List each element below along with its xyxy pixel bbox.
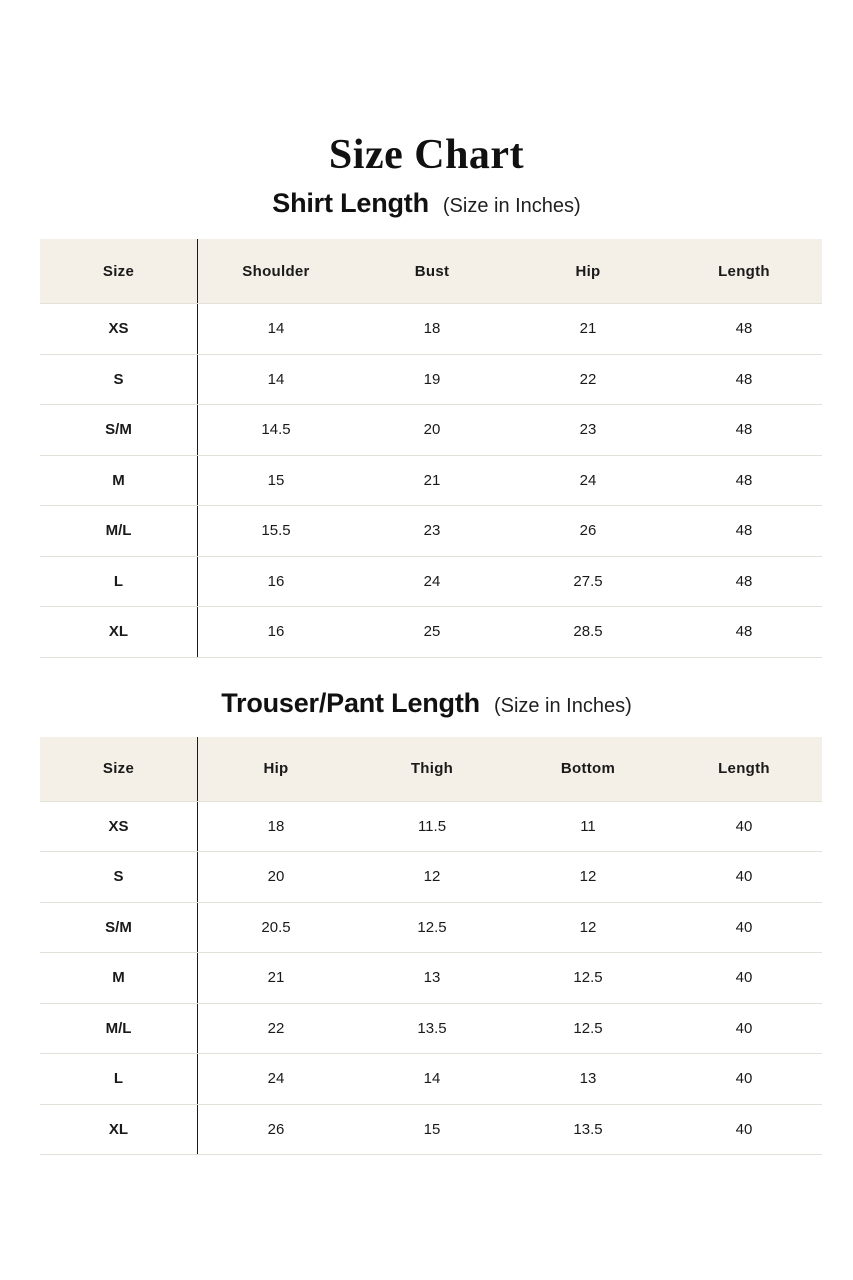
table-row <box>40 455 822 506</box>
cell-length: 48 <box>666 506 822 557</box>
cell-size: XL <box>40 607 198 658</box>
column-header-thigh: Thigh <box>354 737 510 802</box>
cell-shoulder: 15 <box>198 455 355 506</box>
table-row <box>40 556 822 607</box>
table-row <box>40 801 822 852</box>
cell-hip: 21 <box>198 953 355 1004</box>
shirt-table-body <box>40 304 822 658</box>
table-row <box>40 902 822 953</box>
cell-length: 48 <box>666 354 822 405</box>
cell-length: 48 <box>666 455 822 506</box>
cell-hip: 28.5 <box>510 607 666 658</box>
section-heading-shirt <box>40 188 813 219</box>
shirt-size-table <box>40 239 822 658</box>
table-row <box>40 607 822 658</box>
trouser-size-table <box>40 737 822 1156</box>
cell-hip: 26 <box>510 506 666 557</box>
cell-hip: 21 <box>510 304 666 355</box>
section-unit-note-trouser: (Size in Inches) <box>493 694 632 717</box>
cell-bottom: 12.5 <box>510 953 666 1004</box>
table-row <box>40 354 822 405</box>
cell-bottom: 12 <box>510 902 666 953</box>
cell-size: S <box>40 852 198 903</box>
cell-bottom: 13 <box>510 1054 666 1105</box>
table-row <box>40 1003 822 1054</box>
table-row <box>40 1054 822 1105</box>
section-title-shirt: Shirt Length <box>272 188 429 219</box>
cell-hip: 26 <box>198 1104 355 1155</box>
cell-length: 40 <box>666 953 822 1004</box>
cell-length: 48 <box>666 607 822 658</box>
cell-length: 40 <box>666 852 822 903</box>
cell-thigh: 13 <box>354 953 510 1004</box>
cell-length: 40 <box>666 801 822 852</box>
cell-hip: 18 <box>198 801 355 852</box>
trouser-table-head <box>40 737 822 802</box>
cell-hip: 23 <box>510 405 666 456</box>
cell-length: 40 <box>666 1104 822 1155</box>
table-row <box>40 1104 822 1155</box>
column-header-hip: Hip <box>510 239 666 304</box>
cell-shoulder: 16 <box>198 556 355 607</box>
section-title-trouser: Trouser/Pant Length <box>221 687 480 718</box>
cell-bust: 24 <box>354 556 510 607</box>
cell-hip: 20.5 <box>198 902 355 953</box>
cell-size: M <box>40 455 198 506</box>
cell-hip: 27.5 <box>510 556 666 607</box>
cell-size: L <box>40 556 198 607</box>
cell-size: S/M <box>40 902 198 953</box>
column-header-hip: Hip <box>198 737 355 802</box>
column-header-size: Size <box>40 239 198 304</box>
cell-shoulder: 14 <box>198 354 355 405</box>
cell-shoulder: 15.5 <box>198 506 355 557</box>
cell-hip: 22 <box>510 354 666 405</box>
cell-shoulder: 14.5 <box>198 405 355 456</box>
column-header-length: Length <box>666 737 822 802</box>
cell-hip: 24 <box>198 1054 355 1105</box>
cell-bust: 20 <box>354 405 510 456</box>
cell-size: S <box>40 354 198 405</box>
cell-shoulder: 16 <box>198 607 355 658</box>
cell-size: S/M <box>40 405 198 456</box>
cell-hip: 22 <box>198 1003 355 1054</box>
cell-thigh: 14 <box>354 1054 510 1105</box>
cell-length: 40 <box>666 1003 822 1054</box>
cell-length: 48 <box>666 304 822 355</box>
cell-bottom: 12 <box>510 852 666 903</box>
cell-size: L <box>40 1054 198 1105</box>
trouser-table-body <box>40 801 822 1155</box>
section-heading-trouser <box>40 688 813 719</box>
section-unit-note-shirt: (Size in Inches) <box>442 195 581 218</box>
column-header-length: Length <box>666 239 822 304</box>
cell-shoulder: 14 <box>198 304 355 355</box>
cell-bottom: 11 <box>510 801 666 852</box>
cell-bust: 21 <box>354 455 510 506</box>
column-header-bust: Bust <box>354 239 510 304</box>
cell-thigh: 11.5 <box>354 801 510 852</box>
cell-bottom: 13.5 <box>510 1104 666 1155</box>
shirt-table-wrapper <box>40 239 813 658</box>
cell-bottom: 12.5 <box>510 1003 666 1054</box>
cell-thigh: 12.5 <box>354 902 510 953</box>
table-row <box>40 304 822 355</box>
cell-length: 48 <box>666 556 822 607</box>
cell-hip: 24 <box>510 455 666 506</box>
cell-thigh: 12 <box>354 852 510 903</box>
cell-size: XS <box>40 304 198 355</box>
cell-thigh: 15 <box>354 1104 510 1155</box>
cell-size: M/L <box>40 1003 198 1054</box>
column-header-size: Size <box>40 737 198 802</box>
trouser-table-wrapper <box>40 737 813 1156</box>
table-row <box>40 405 822 456</box>
cell-size: M <box>40 953 198 1004</box>
cell-length: 40 <box>666 902 822 953</box>
cell-hip: 20 <box>198 852 355 903</box>
cell-size: XS <box>40 801 198 852</box>
page-title: Size Chart <box>328 132 525 178</box>
table-row <box>40 953 822 1004</box>
cell-bust: 19 <box>354 354 510 405</box>
cell-thigh: 13.5 <box>354 1003 510 1054</box>
table-header-row <box>40 737 822 802</box>
cell-size: XL <box>40 1104 198 1155</box>
cell-length: 48 <box>666 405 822 456</box>
table-header-row <box>40 239 822 304</box>
table-row <box>40 506 822 557</box>
cell-bust: 23 <box>354 506 510 557</box>
column-header-bottom: Bottom <box>510 737 666 802</box>
column-header-shoulder: Shoulder <box>198 239 355 304</box>
table-row <box>40 852 822 903</box>
shirt-table-head <box>40 239 822 304</box>
cell-bust: 18 <box>354 304 510 355</box>
cell-size: M/L <box>40 506 198 557</box>
cell-length: 40 <box>666 1054 822 1105</box>
cell-bust: 25 <box>354 607 510 658</box>
